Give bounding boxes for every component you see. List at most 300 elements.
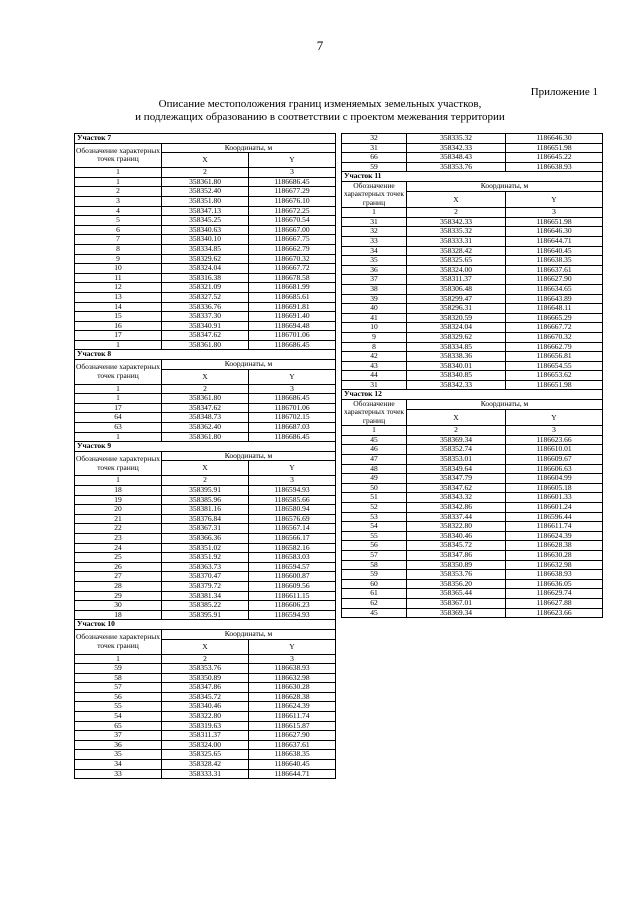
- col-number-3: 3: [506, 208, 603, 218]
- y-coordinate: 1186632.98: [506, 560, 603, 570]
- x-coordinate: 358340.63: [162, 225, 249, 235]
- point-id: 9: [342, 332, 407, 342]
- x-coordinate: 358376.84: [162, 514, 249, 524]
- y-coordinate: 1186638.93: [506, 570, 603, 580]
- table-row: [342, 256, 603, 266]
- y-coordinate: 1186594.93: [249, 610, 336, 620]
- point-id: 30: [75, 601, 162, 611]
- table-row: [75, 302, 336, 312]
- point-id: 2: [75, 187, 162, 197]
- x-coordinate: 358306.48: [407, 284, 506, 294]
- x-header: X: [162, 369, 249, 384]
- table-row: [75, 423, 336, 433]
- point-id: 18: [75, 486, 162, 496]
- y-coordinate: 1186615.87: [249, 721, 336, 731]
- header-numbers-row: [342, 208, 603, 218]
- table-row: [75, 750, 336, 760]
- point-id: 1: [75, 432, 162, 442]
- point-id: 28: [75, 581, 162, 591]
- x-coordinate: 358340.85: [407, 371, 506, 381]
- point-id: 31: [342, 143, 407, 153]
- x-coordinate: 358353.76: [407, 162, 506, 172]
- x-coordinate: 358342.33: [407, 217, 506, 227]
- y-header: Y: [506, 410, 603, 426]
- point-id: 48: [342, 464, 407, 474]
- point-id: 46: [342, 445, 407, 455]
- point-id: 12: [75, 283, 162, 293]
- x-coordinate: 358336.76: [162, 302, 249, 312]
- x-coordinate: 358296.31: [407, 304, 506, 314]
- y-coordinate: 1186686.45: [249, 177, 336, 187]
- point-id: 6: [75, 225, 162, 235]
- point-id: 39: [342, 294, 407, 304]
- x-coordinate: 358338.36: [407, 352, 506, 362]
- y-coordinate: 1186654.55: [506, 361, 603, 371]
- y-coordinate: 1186686.45: [249, 432, 336, 442]
- y-coordinate: 1186667.72: [249, 264, 336, 274]
- y-coordinate: 1186694.48: [249, 321, 336, 331]
- table-row: [75, 187, 336, 197]
- x-coordinate: 358322.80: [162, 712, 249, 722]
- y-coordinate: 1186648.11: [506, 304, 603, 314]
- x-coordinate: 358324.04: [407, 323, 506, 333]
- x-coordinate: 358351.02: [162, 543, 249, 553]
- table-row: [342, 342, 603, 352]
- col-number-3: 3: [249, 384, 336, 394]
- table-row: [75, 683, 336, 693]
- table-row: [342, 143, 603, 153]
- x-coordinate: 358353.01: [407, 455, 506, 465]
- table-row: [75, 235, 336, 245]
- table-row: [342, 332, 603, 342]
- x-coordinate: 358395.91: [162, 610, 249, 620]
- y-coordinate: 1186640.45: [506, 246, 603, 256]
- x-coordinate: 358385.22: [162, 601, 249, 611]
- table-row: [342, 304, 603, 314]
- section-title-row: [342, 390, 603, 400]
- point-id: 17: [75, 403, 162, 413]
- x-coordinate: 358325.65: [162, 750, 249, 760]
- table-row: [342, 275, 603, 285]
- table-row: [75, 702, 336, 712]
- table-row: [342, 284, 603, 294]
- x-coordinate: 358352.40: [162, 187, 249, 197]
- y-coordinate: 1186567.14: [249, 524, 336, 534]
- coords-header: Координаты, м: [162, 451, 336, 461]
- x-coordinate: 358369.34: [407, 435, 506, 445]
- x-coordinate: 358319.63: [162, 721, 249, 731]
- point-id: 5: [75, 216, 162, 226]
- header-numbers-row: [75, 654, 336, 664]
- y-coordinate: 1186634.65: [506, 284, 603, 294]
- header-numbers-row: [75, 168, 336, 178]
- y-coordinate: 1186640.45: [249, 760, 336, 770]
- coords-header: Координаты, м: [162, 143, 336, 153]
- table-row: [342, 435, 603, 445]
- point-id: 59: [75, 664, 162, 674]
- x-coordinate: 358350.89: [162, 673, 249, 683]
- table-row: [342, 551, 603, 561]
- point-id: 55: [342, 531, 407, 541]
- table-row: [342, 134, 603, 144]
- x-coordinate: 358321.09: [162, 283, 249, 293]
- x-coordinate: 358340.01: [407, 361, 506, 371]
- x-header: X: [162, 153, 249, 168]
- table-row: [75, 273, 336, 283]
- x-coordinate: 358324.00: [162, 740, 249, 750]
- table-row: [75, 562, 336, 572]
- point-id: 19: [75, 495, 162, 505]
- col-number-1: 1: [342, 208, 407, 218]
- table-row: [342, 236, 603, 246]
- y-header: Y: [249, 369, 336, 384]
- right-column: [341, 133, 603, 618]
- header-numbers-row: [342, 426, 603, 436]
- y-coordinate: 1186611.74: [249, 712, 336, 722]
- table-row: [342, 474, 603, 484]
- point-id: 10: [75, 264, 162, 274]
- col-number-1: 1: [75, 168, 162, 178]
- section-title-row: [75, 134, 336, 144]
- x-coordinate: 358366.36: [162, 533, 249, 543]
- coords-header: Координаты, м: [162, 629, 336, 639]
- y-coordinate: 1186600.87: [249, 572, 336, 582]
- y-coordinate: 1186646.30: [506, 134, 603, 144]
- point-id: 55: [75, 702, 162, 712]
- x-coordinate: 358324.04: [162, 264, 249, 274]
- x-coordinate: 358328.42: [162, 760, 249, 770]
- y-coordinate: 1186662.79: [249, 244, 336, 254]
- table-row: [75, 769, 336, 779]
- table-row: [75, 292, 336, 302]
- y-coordinate: 1186636.05: [506, 579, 603, 589]
- x-header: X: [162, 639, 249, 654]
- y-coordinate: 1186643.89: [506, 294, 603, 304]
- col-number-3: 3: [506, 426, 603, 436]
- x-coordinate: 358340.46: [407, 531, 506, 541]
- x-coordinate: 358333.31: [162, 769, 249, 779]
- point-id: 38: [342, 284, 407, 294]
- y-coordinate: 1186662.79: [506, 342, 603, 352]
- table-row: [75, 731, 336, 741]
- table-row: [342, 227, 603, 237]
- y-coordinate: 1186594.93: [249, 486, 336, 496]
- table-row: [342, 445, 603, 455]
- table-row: [75, 312, 336, 322]
- x-coordinate: 358381.16: [162, 505, 249, 515]
- point-id: 17: [75, 331, 162, 341]
- table-row: [75, 610, 336, 620]
- x-coordinate: 358353.76: [162, 664, 249, 674]
- point-id: 15: [75, 312, 162, 322]
- point-id: 42: [342, 352, 407, 362]
- point-id: 32: [342, 227, 407, 237]
- y-coordinate: 1186638.35: [506, 256, 603, 266]
- point-id: 47: [342, 455, 407, 465]
- table-row: [342, 483, 603, 493]
- point-id: 45: [342, 608, 407, 618]
- table-row: [342, 493, 603, 503]
- x-header: X: [407, 410, 506, 426]
- y-coordinate: 1186628.38: [249, 692, 336, 702]
- y-coordinate: 1186686.45: [249, 340, 336, 350]
- table-row: [342, 531, 603, 541]
- x-coordinate: 358299.47: [407, 294, 506, 304]
- x-coordinate: 358367.01: [407, 598, 506, 608]
- y-coordinate: 1186596.44: [506, 512, 603, 522]
- coords-header: Координаты, м: [162, 360, 336, 370]
- col-number-2: 2: [162, 168, 249, 178]
- point-header: Обозначение характерных точек границ: [342, 181, 407, 207]
- header-row: [342, 400, 603, 410]
- y-header: Y: [249, 153, 336, 168]
- point-id: 33: [75, 769, 162, 779]
- point-id: 60: [342, 579, 407, 589]
- point-id: 63: [75, 423, 162, 433]
- table-row: [75, 505, 336, 515]
- x-coordinate: 358370.47: [162, 572, 249, 582]
- y-coordinate: 1186701.06: [249, 403, 336, 413]
- x-coordinate: 358320.59: [407, 313, 506, 323]
- x-coordinate: 358335.32: [407, 227, 506, 237]
- table-row: [342, 361, 603, 371]
- y-header: Y: [249, 639, 336, 654]
- table-row: [75, 216, 336, 226]
- table-row: [342, 598, 603, 608]
- point-id: 20: [75, 505, 162, 515]
- point-id: 18: [75, 610, 162, 620]
- y-coordinate: 1186611.15: [249, 591, 336, 601]
- title-line-1: Описание местоположения границ изменяемых земельных участков,: [158, 98, 482, 110]
- point-id: 58: [75, 673, 162, 683]
- table-row: [342, 455, 603, 465]
- col-number-2: 2: [407, 208, 506, 218]
- table-row: [342, 217, 603, 227]
- table-row: [342, 560, 603, 570]
- point-id: 35: [75, 750, 162, 760]
- table-row: [75, 331, 336, 341]
- table-row: [342, 246, 603, 256]
- y-coordinate: 1186580.94: [249, 505, 336, 515]
- table-row: [75, 196, 336, 206]
- y-coordinate: 1186667.72: [506, 323, 603, 333]
- y-coordinate: 1186601.33: [506, 493, 603, 503]
- section-title: Участок 10: [75, 620, 336, 630]
- point-id: 13: [75, 292, 162, 302]
- x-coordinate: 358329.62: [162, 254, 249, 264]
- x-coordinate: 358325.65: [407, 256, 506, 266]
- x-coordinate: 358324.00: [407, 265, 506, 275]
- table-row: [75, 712, 336, 722]
- x-coordinate: 358337.44: [407, 512, 506, 522]
- x-coordinate: 358347.62: [162, 331, 249, 341]
- x-coordinate: 358381.34: [162, 591, 249, 601]
- table-row: [342, 512, 603, 522]
- table-row: [75, 572, 336, 582]
- col-number-1: 1: [75, 476, 162, 486]
- y-coordinate: 1186604.99: [506, 474, 603, 484]
- point-id: 56: [342, 541, 407, 551]
- x-coordinate: 358379.72: [162, 581, 249, 591]
- table-row: [342, 380, 603, 390]
- table-row: [342, 579, 603, 589]
- point-id: 1: [75, 340, 162, 350]
- table-row: [75, 721, 336, 731]
- x-coordinate: 358362.40: [162, 423, 249, 433]
- section-title: Участок 9: [75, 442, 336, 452]
- y-coordinate: 1186678.58: [249, 273, 336, 283]
- table-row: [342, 294, 603, 304]
- x-coordinate: 358351.92: [162, 553, 249, 563]
- table-row: [342, 570, 603, 580]
- table-row: [342, 608, 603, 618]
- y-coordinate: 1186637.61: [249, 740, 336, 750]
- y-coordinate: 1186638.35: [249, 750, 336, 760]
- x-coordinate: 358369.34: [407, 608, 506, 618]
- y-coordinate: 1186627.90: [506, 275, 603, 285]
- section-title: Участок 8: [75, 350, 336, 360]
- table-row: [75, 514, 336, 524]
- point-id: 58: [342, 560, 407, 570]
- point-id: 45: [342, 435, 407, 445]
- point-id: 59: [342, 162, 407, 172]
- y-coordinate: 1186691.40: [249, 312, 336, 322]
- x-coordinate: 358343.32: [407, 493, 506, 503]
- y-coordinate: 1186630.28: [249, 683, 336, 693]
- y-coordinate: 1186627.88: [506, 598, 603, 608]
- point-id: 16: [75, 321, 162, 331]
- y-coordinate: 1186644.71: [506, 236, 603, 246]
- point-header: Обозначение характерных точек границ: [75, 360, 162, 385]
- table-row: [75, 524, 336, 534]
- x-coordinate: 358367.31: [162, 524, 249, 534]
- x-coordinate: 358345.72: [162, 692, 249, 702]
- y-coordinate: 1186609.67: [506, 455, 603, 465]
- point-id: 49: [342, 474, 407, 484]
- x-coordinate: 358361.80: [162, 432, 249, 442]
- y-coordinate: 1186605.18: [506, 483, 603, 493]
- y-coordinate: 1186610.01: [506, 445, 603, 455]
- y-coordinate: 1186624.39: [249, 702, 336, 712]
- x-coordinate: 358340.46: [162, 702, 249, 712]
- point-header: Обозначение характерных точек границ: [75, 451, 162, 476]
- x-coordinate: 358345.72: [407, 541, 506, 551]
- table-row: [75, 553, 336, 563]
- y-coordinate: 1186606.23: [249, 601, 336, 611]
- section-title-row: [75, 620, 336, 630]
- table-row: [75, 673, 336, 683]
- x-coordinate: 358316.38: [162, 273, 249, 283]
- point-id: 4: [75, 206, 162, 216]
- x-coordinate: 358347.79: [407, 474, 506, 484]
- x-coordinate: 358348.73: [162, 413, 249, 423]
- x-coordinate: 358347.86: [407, 551, 506, 561]
- coordinates-table-left: [74, 133, 336, 779]
- x-coordinate: 358342.33: [407, 143, 506, 153]
- coordinates-table-right: [341, 133, 603, 618]
- y-coordinate: 1186632.98: [249, 673, 336, 683]
- point-id: 66: [342, 153, 407, 163]
- col-number-1: 1: [342, 426, 407, 436]
- table-row: [75, 543, 336, 553]
- point-id: 36: [342, 265, 407, 275]
- y-coordinate: 1186606.63: [506, 464, 603, 474]
- y-coordinate: 1186624.39: [506, 531, 603, 541]
- x-coordinate: 358361.80: [162, 340, 249, 350]
- point-id: 57: [75, 683, 162, 693]
- y-coordinate: 1186701.06: [249, 331, 336, 341]
- y-coordinate: 1186601.24: [506, 503, 603, 513]
- table-row: [342, 522, 603, 532]
- col-number-3: 3: [249, 476, 336, 486]
- point-id: 56: [75, 692, 162, 702]
- table-row: [342, 541, 603, 551]
- y-coordinate: 1186670.32: [249, 254, 336, 264]
- x-coordinate: 358363.73: [162, 562, 249, 572]
- point-id: 1: [75, 394, 162, 404]
- x-coordinate: 358351.80: [162, 196, 249, 206]
- point-id: 61: [342, 589, 407, 599]
- y-coordinate: 1186609.56: [249, 581, 336, 591]
- col-number-1: 1: [75, 654, 162, 664]
- x-coordinate: 358334.85: [407, 342, 506, 352]
- point-id: 43: [342, 361, 407, 371]
- x-coordinate: 358328.42: [407, 246, 506, 256]
- x-coordinate: 358365.44: [407, 589, 506, 599]
- y-coordinate: 1186670.32: [506, 332, 603, 342]
- y-coordinate: 1186566.17: [249, 533, 336, 543]
- x-coordinate: 358342.33: [407, 380, 506, 390]
- point-id: 31: [342, 217, 407, 227]
- x-coordinate: 358340.10: [162, 235, 249, 245]
- point-id: 59: [342, 570, 407, 580]
- header-row: [75, 629, 336, 639]
- point-id: 25: [75, 553, 162, 563]
- table-row: [342, 589, 603, 599]
- y-coordinate: 1186651.98: [506, 217, 603, 227]
- point-id: 34: [75, 760, 162, 770]
- table-row: [75, 283, 336, 293]
- y-coordinate: 1186594.57: [249, 562, 336, 572]
- x-coordinate: 358340.91: [162, 321, 249, 331]
- table-row: [342, 503, 603, 513]
- point-id: 40: [342, 304, 407, 314]
- point-id: 34: [342, 246, 407, 256]
- point-id: 37: [342, 275, 407, 285]
- point-id: 54: [75, 712, 162, 722]
- table-row: [75, 244, 336, 254]
- section-title-row: [342, 172, 603, 182]
- point-header: Обозначение характерных точек границ: [75, 629, 162, 654]
- section-title-row: [75, 350, 336, 360]
- table-row: [75, 177, 336, 187]
- point-id: 26: [75, 562, 162, 572]
- y-coordinate: 1186667.75: [249, 235, 336, 245]
- section-title: Участок 12: [342, 390, 603, 400]
- y-coordinate: 1186628.38: [506, 541, 603, 551]
- point-id: 54: [342, 522, 407, 532]
- y-coordinate: 1186686.45: [249, 394, 336, 404]
- table-row: [75, 206, 336, 216]
- y-coordinate: 1186638.93: [249, 664, 336, 674]
- point-id: 31: [342, 380, 407, 390]
- y-coordinate: 1186653.62: [506, 371, 603, 381]
- point-id: 41: [342, 313, 407, 323]
- col-number-2: 2: [407, 426, 506, 436]
- x-header: X: [407, 192, 506, 208]
- x-coordinate: 358385.96: [162, 495, 249, 505]
- y-coordinate: 1186656.81: [506, 352, 603, 362]
